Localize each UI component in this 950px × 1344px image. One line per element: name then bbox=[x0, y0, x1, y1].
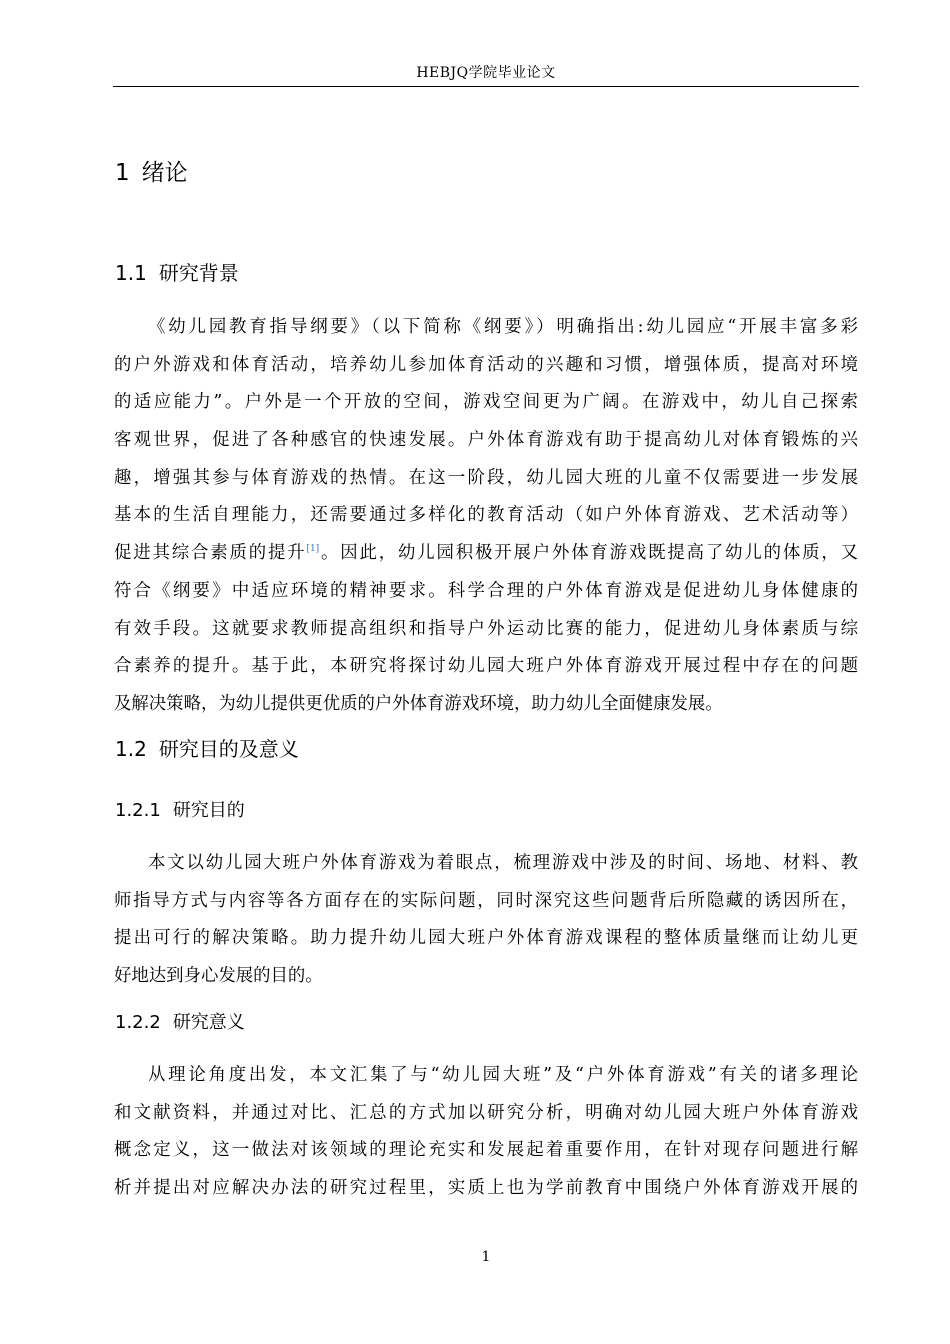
page-number: 1 bbox=[481, 1249, 491, 1265]
paragraph-line-with-citation bbox=[114, 535, 858, 573]
paragraph-research-background bbox=[114, 309, 858, 724]
paragraph-research-purpose bbox=[114, 845, 858, 996]
paragraph-line: 及解决策略，为幼儿提供更优质的户外体育游戏环境，助力幼儿全面健康发展。 bbox=[114, 693, 723, 714]
paragraph-line: 趣，增强其参与体育游戏的热情。在这一阶段，幼儿园大班的儿童不仅需要进一步发展 bbox=[114, 467, 858, 488]
subsection-number: 1.2.2 bbox=[115, 1012, 161, 1033]
paragraph-line: 从理论角度出发，本文汇集了与“幼儿园大班”及“户外体育游戏”有关的诸多理论 bbox=[148, 1065, 858, 1085]
subsection-heading-1-2-1 bbox=[115, 797, 245, 825]
subsection-title: 研究目的 bbox=[172, 800, 245, 821]
paragraph-line: 符合《纲要》中适应环境的精神要求。科学合理的户外体育游戏是促进幼儿身体健康的 bbox=[114, 580, 858, 601]
section-title: 研究目的及意义 bbox=[158, 737, 299, 761]
paragraph-line: 的户外游戏和体育活动，培养幼儿参加体育活动的兴趣和习惯，增强体质，提高对环境 bbox=[114, 354, 858, 375]
paragraph-research-significance bbox=[114, 1057, 858, 1208]
paragraph-line: 的适应能力”。户外是一个开放的空间，游戏空间更为广阔。在游戏中，幼儿自己探索 bbox=[114, 392, 858, 413]
chapter-title: 绪论 bbox=[141, 160, 188, 186]
paragraph-line: 提出可行的解决策略。助力提升幼儿园大班户外体育游戏课程的整体质量继而让幼儿更 bbox=[114, 928, 858, 949]
paragraph-line: 师指导方式与内容等各方面存在的实际问题，同时深究这些问题背后所隐藏的诱因所在， bbox=[114, 890, 858, 911]
chapter-heading bbox=[115, 156, 188, 190]
paragraph-line: 概念定义，这一做法对该领域的理论充实和发展起着重要作用，在针对现存问题进行解 bbox=[114, 1140, 858, 1161]
paragraph-line: 本文以幼儿园大班户外体育游戏为着眼点，梳理游戏中涉及的时间、场地、材料、教 bbox=[148, 853, 858, 873]
citation-reference-link[interactable]: [1] bbox=[306, 544, 320, 555]
citation-line-before: 促进其综合素质的提升 bbox=[114, 543, 307, 564]
paragraph-line: 和文献资料，并通过对比、汇总的方式加以研究分析，明确对幼儿园大班户外体育游戏 bbox=[114, 1102, 858, 1123]
paragraph-line: 客观世界，促进了各种感官的快速发展。户外体育游戏有助于提高幼儿对体育锻炼的兴 bbox=[114, 430, 858, 451]
section-title: 研究背景 bbox=[158, 261, 239, 285]
section-number: 1.1 bbox=[115, 261, 147, 285]
subsection-title: 研究意义 bbox=[172, 1012, 245, 1033]
page-header: HEBJQ学院毕业论文 bbox=[416, 65, 556, 81]
subsection-number: 1.2.1 bbox=[115, 800, 161, 821]
paragraph-line: 析并提出对应解决办法的研究过程里，实质上也为学前教育中围绕户外体育游戏开展的 bbox=[114, 1178, 858, 1199]
section-number: 1.2 bbox=[115, 737, 147, 761]
paragraph-line: 有效手段。这就要求教师提高组织和指导户外运动比赛的能力，促进幼儿身体素质与综 bbox=[114, 618, 858, 639]
header-rule bbox=[113, 86, 859, 87]
section-heading-1-1 bbox=[115, 258, 239, 288]
citation-line-after: 。因此，幼儿园积极开展户外体育游戏既提高了幼儿的体质，又 bbox=[319, 543, 858, 564]
paragraph-line: 基本的生活自理能力，还需要通过多样化的教育活动（如户外体育游戏、艺术活动等） bbox=[114, 505, 858, 526]
chapter-number: 1 bbox=[115, 160, 130, 186]
section-heading-1-2 bbox=[115, 734, 299, 764]
paragraph-line: 好地达到身心发展的目的。 bbox=[114, 966, 323, 987]
paragraph-line: 合素养的提升。基于此，本研究将探讨幼儿园大班户外体育游戏开展过程中存在的问题 bbox=[114, 656, 858, 677]
subsection-heading-1-2-2 bbox=[115, 1009, 245, 1037]
paragraph-line: 《幼儿园教育指导纲要》（以下简称《纲要》）明确指出:幼儿园应“开展丰富多彩 bbox=[148, 317, 858, 337]
